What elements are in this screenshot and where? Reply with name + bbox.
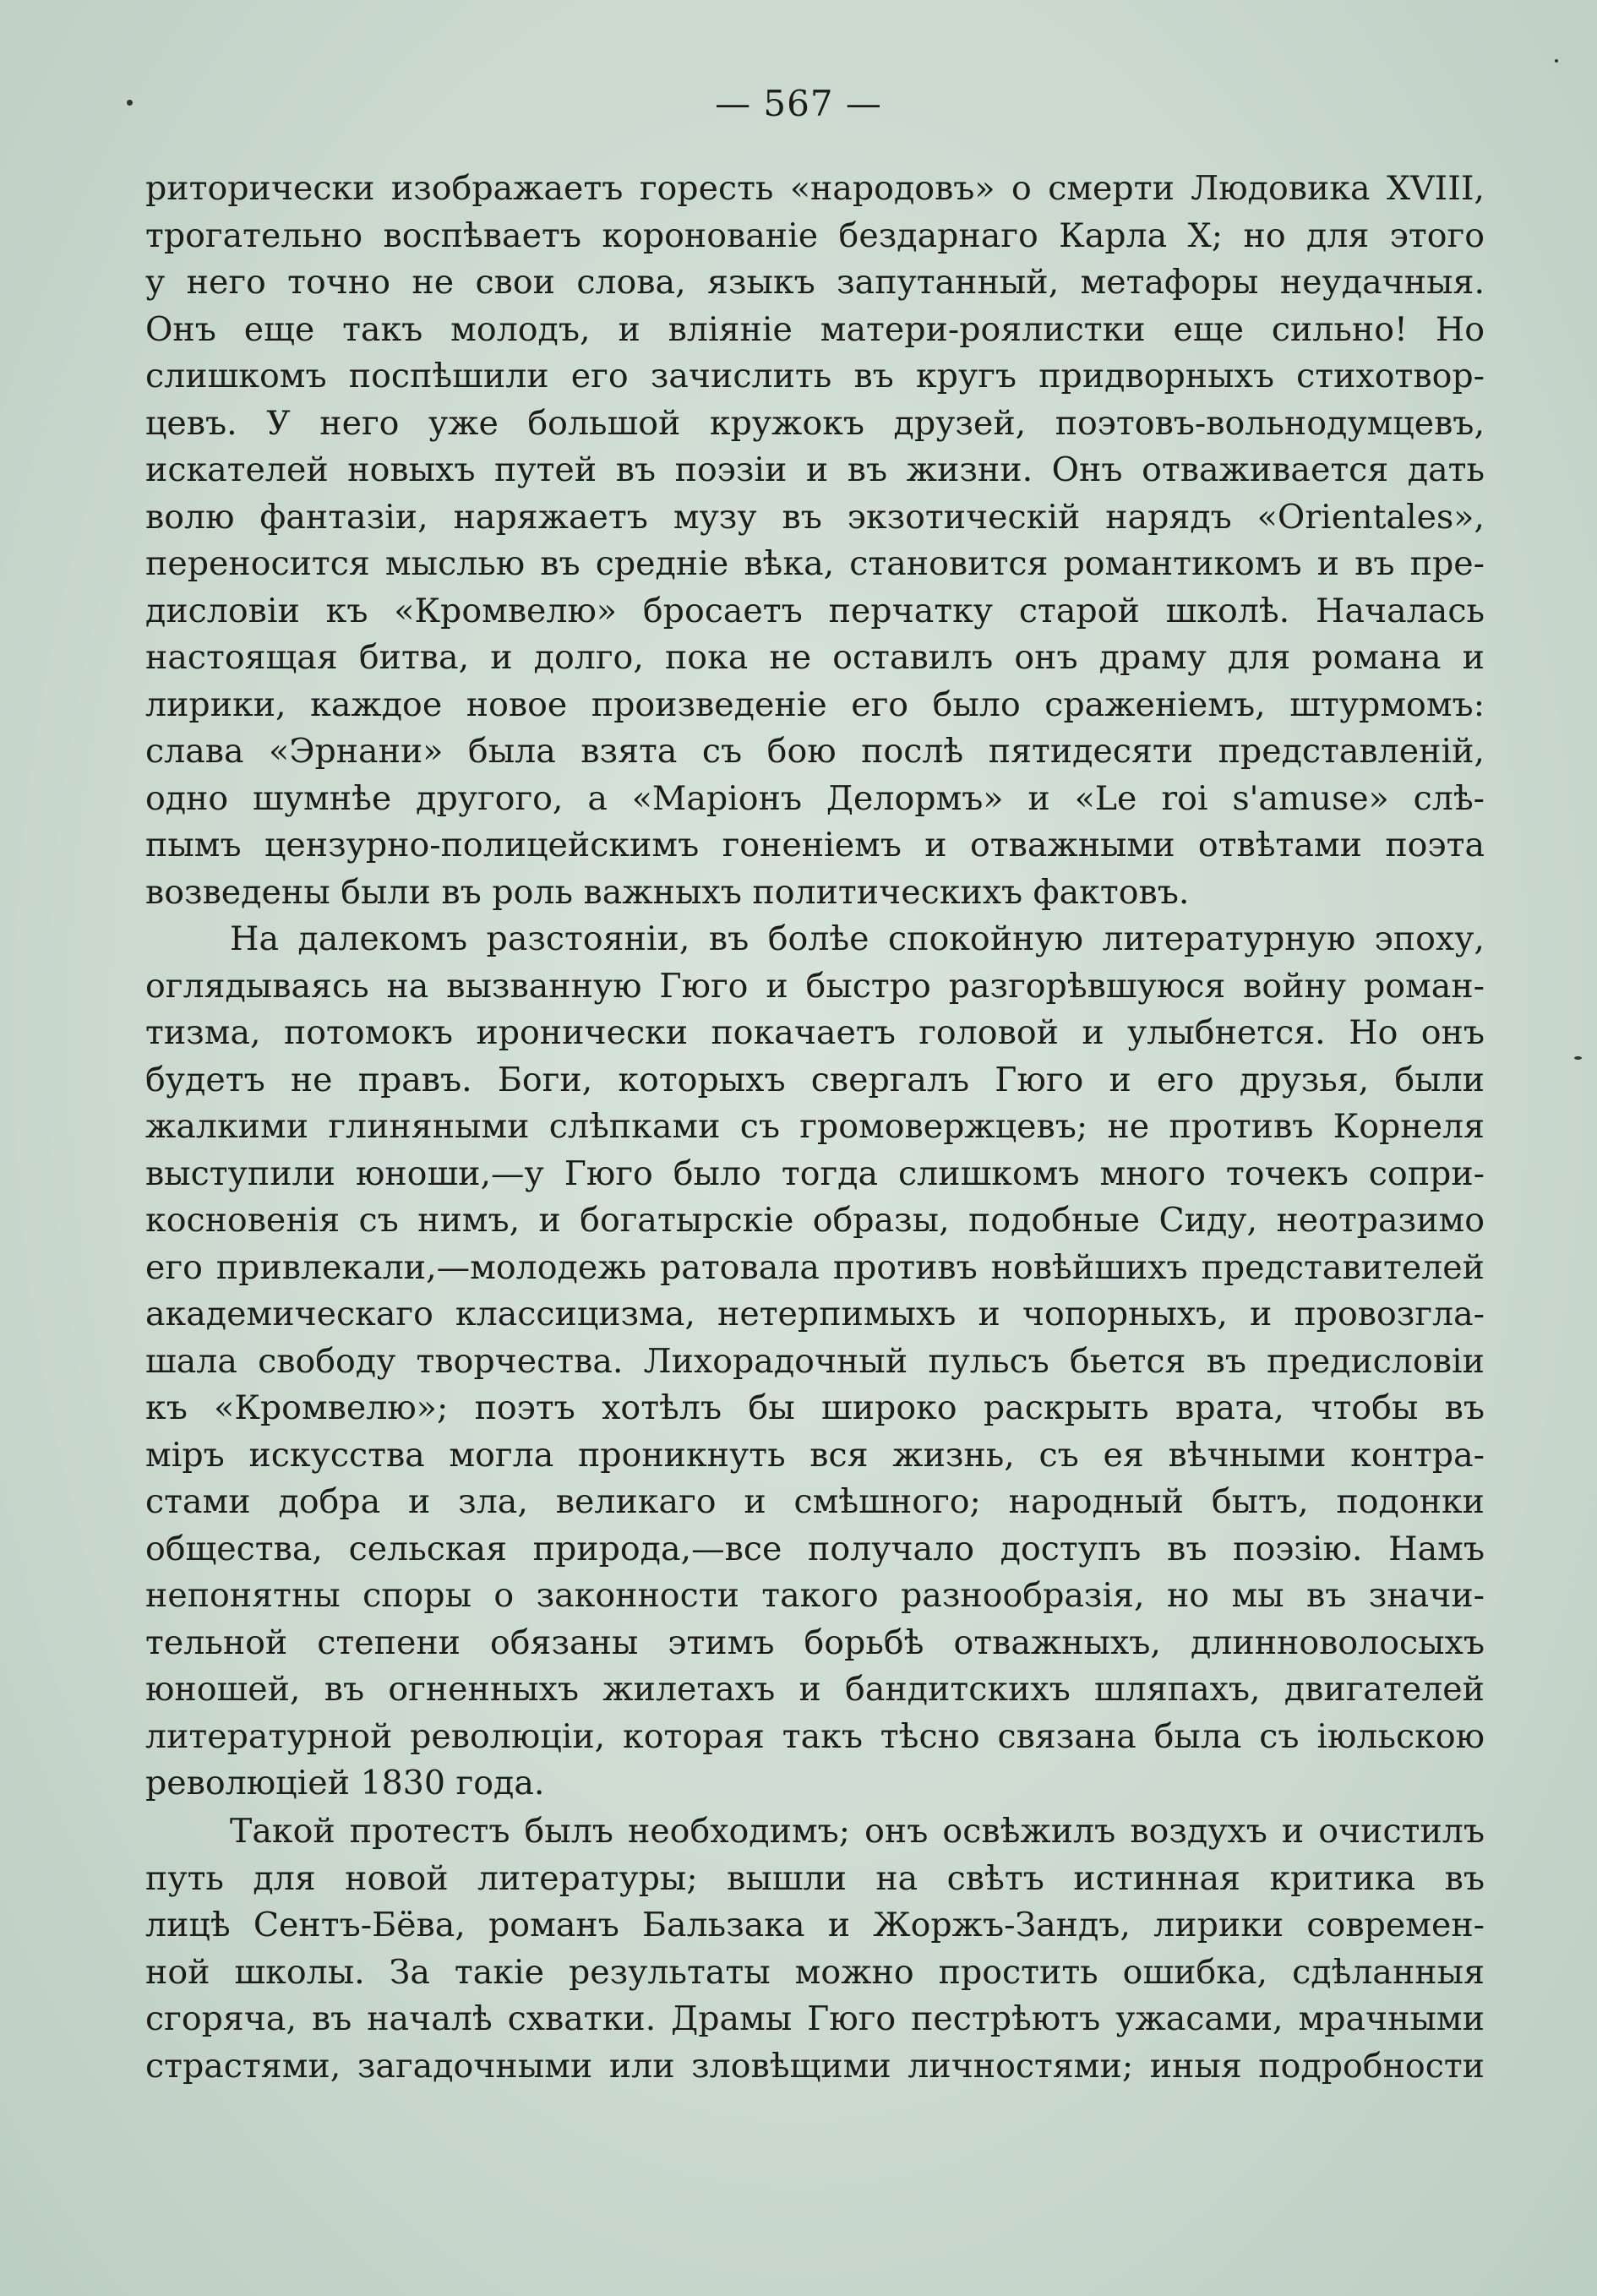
text-line: выступили юноши,—у Гюго было тогда слишкомъ много точекъ сопри- xyxy=(145,1153,1485,1193)
text-line: шала свободу творчества. Лихорадочный пульсъ бьется въ предисловіи xyxy=(145,1341,1485,1381)
text-line: оглядываясь на вызванную Гюго и быстро разгорѣвшуюся войну роман- xyxy=(145,966,1485,1006)
text-line: юношей, въ огненныхъ жилетахъ и бандитскихъ шляпахъ, двигателей xyxy=(145,1670,1485,1709)
text-line: его привлекали,—молодежь ратовала противъ новѣйшихъ представителей xyxy=(145,1247,1485,1287)
text-line: слишкомъ поспѣшили его зачислить въ кругъ придворныхъ стихотвор- xyxy=(145,357,1485,395)
text-line: жалкими глиняными слѣпками съ громовержцевъ; не противъ Корнеля xyxy=(145,1107,1485,1146)
text-line: Онъ еще такъ молодъ, и вліяніе матери-роялистки еще сильно! Но xyxy=(145,309,1485,349)
paragraph-3 xyxy=(145,1808,1485,2090)
text-line: одно шумнѣе другого, а «Маріонъ Делормъ» и «Le roi s'amuse» слѣ- xyxy=(145,778,1485,818)
print-speck xyxy=(127,100,133,106)
text-line: искателей новыхъ путей въ поэзіи и въ жизни. Онъ отваживается дать xyxy=(145,450,1485,489)
text-line: у него точно не свои слова, языкъ запутанный, метафоры неудачныя. xyxy=(145,263,1485,302)
text-line: На далекомъ разстояніи, въ болѣе спокойную литературную эпоху, xyxy=(230,919,1485,958)
text-line: слава «Эрнани» была взята съ бою послѣ пятидесяти представленій, xyxy=(145,732,1485,771)
text-line: къ «Кромвелю»; поэтъ хотѣлъ бы широко раскрыть врата, чтобы въ xyxy=(145,1388,1485,1427)
page-number: — 567 — xyxy=(715,83,882,124)
text-line: ной школы. За такіе результаты можно простить ошибка, сдѣланныя xyxy=(145,1952,1485,1992)
text-line: непонятны споры о законности такого разнообразія, но мы въ значи- xyxy=(145,1576,1485,1615)
text-line: путь для новой литературы; вышли на свѣтъ истинная критика въ xyxy=(145,1858,1485,1898)
text-line: волю фантазіи, наряжаетъ музу въ экзотическій нарядъ «Orientales», xyxy=(145,497,1485,537)
text-line: возведены были въ роль важныхъ политическихъ фактовъ. xyxy=(145,872,1190,912)
text-line: лирики, каждое новое произведеніе его было сраженіемъ, штурмомъ: xyxy=(145,684,1485,724)
text-line: академическаго классицизма, нетерпимыхъ и чопорныхъ, и провозгла- xyxy=(145,1295,1485,1333)
text-line: настоящая битва, и долго, пока не оставилъ онъ драму для романа и xyxy=(145,638,1485,677)
text-line: литературной революціи, которая такъ тѣсно связана была съ іюльскою xyxy=(145,1716,1485,1756)
text-line: будетъ не правъ. Боги, которыхъ свергалъ Гюго и его друзья, были xyxy=(145,1060,1485,1099)
text-line: Такой протестъ былъ необходимъ; онъ освѣжилъ воздухъ и очистилъ xyxy=(230,1812,1485,1851)
text-line: косновенія съ нимъ, и богатырскіе образы, подобные Сиду, неотразимо xyxy=(145,1201,1485,1240)
text-line: страстями, загадочными или зловѣщими личностями; иныя подробности xyxy=(145,2046,1485,2086)
text-line: цевъ. У него уже большой кружокъ друзей, поэтовъ-вольнодумцевъ, xyxy=(145,403,1485,443)
print-speck xyxy=(1555,59,1558,63)
text-line: стами добра и зла, великаго и смѣшного; народный бытъ, подонки xyxy=(145,1482,1485,1521)
text-line: революціей 1830 года. xyxy=(145,1764,545,1802)
text-line: общества, сельская природа,—все получало доступъ въ поэзію. Намъ xyxy=(145,1529,1485,1568)
paragraph-1 xyxy=(145,166,1485,916)
text-line: пымъ цензурно-полицейскимъ гоненіемъ и отважными отвѣтами поэта xyxy=(145,826,1485,864)
text-line: риторически изображаетъ горесть «народовъ» о смерти Людовика XVIII, xyxy=(145,169,1485,208)
text-line: трогательно воспѣваетъ коронованіе бездарнаго Карла X; но для этого xyxy=(145,215,1485,255)
text-line: сгоряча, въ началѣ схватки. Драмы Гюго пестрѣютъ ужасами, мрачными xyxy=(145,1999,1485,2038)
print-speck xyxy=(1574,1056,1582,1060)
text-line: дисловіи къ «Кромвелю» бросаетъ перчатку старой школѣ. Началась xyxy=(145,591,1485,630)
text-line: переносится мыслью въ средніе вѣка, становится романтикомъ и въ пре- xyxy=(145,544,1485,583)
text-line: лицѣ Сентъ-Бёва, романъ Бальзака и Жоржъ-Зандъ, лирики современ- xyxy=(145,1906,1485,1944)
text-line: тельной степени обязаны этимъ борьбѣ отважныхъ, длинноволосыхъ xyxy=(145,1622,1485,1662)
text-line: міръ искусства могла проникнуть вся жизнь, съ ея вѣчными контра- xyxy=(145,1435,1485,1475)
text-line: тизма, потомокъ иронически покачаетъ головой и улыбнется. Но онъ xyxy=(145,1013,1485,1052)
paragraph-2 xyxy=(145,916,1485,1808)
